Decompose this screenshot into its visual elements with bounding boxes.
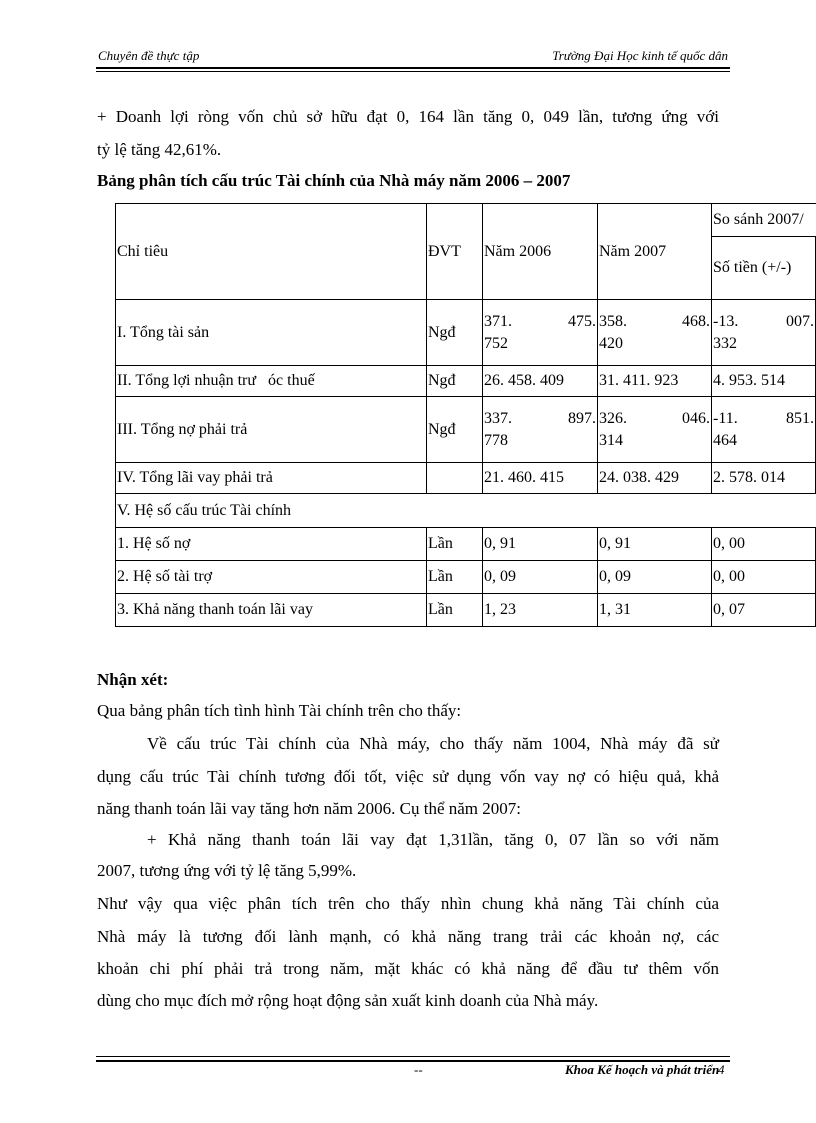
value-part: 326. xyxy=(599,409,627,427)
row-unit: Ngđ xyxy=(427,397,483,463)
row-unit: Ngđ xyxy=(427,366,483,397)
row-section: V. Hệ số cấu trúc Tài chính xyxy=(116,494,816,528)
row-2007: 0, 91 xyxy=(598,528,712,561)
value-part: 851. xyxy=(786,409,814,427)
header-left: Chuyên đề thực tập xyxy=(98,48,200,63)
page-number: 4 xyxy=(718,1062,725,1077)
value-part: -11. xyxy=(713,409,738,427)
value-part: 778 xyxy=(484,431,508,449)
table-title: Bảng phân tích cấu trúc Tài chính của Nhà máy năm 2006 – 2007 xyxy=(97,171,571,190)
header-compare: So sánh 2007/ xyxy=(712,204,816,237)
row-diff xyxy=(712,300,816,366)
financial-structure-table xyxy=(115,203,816,627)
comment-paragraph-3-line-1: + Khả năng thanh toán lãi vay đạt 1,31lần, tăng 0, 07 lần so với năm xyxy=(147,830,719,849)
row-name: 3. Khả năng thanh toán lãi vay xyxy=(116,594,427,627)
header-rule xyxy=(96,67,730,69)
intro-line-2: tỷ lệ tăng 42,61%. xyxy=(97,140,222,159)
row-unit: Lần xyxy=(427,561,483,594)
value-part: 420 xyxy=(599,334,623,352)
header-rule-thin xyxy=(96,71,730,72)
footer-rule-thin xyxy=(96,1056,730,1057)
row-name: IV. Tổng lãi vay phải trả xyxy=(116,463,427,494)
table-row xyxy=(116,594,816,627)
table-row xyxy=(116,561,816,594)
row-2006 xyxy=(483,300,598,366)
row-name: 1. Hệ số nợ xyxy=(116,528,427,561)
table-row xyxy=(116,397,816,463)
row-2006: 0, 91 xyxy=(483,528,598,561)
header-2007: Năm 2007 xyxy=(598,204,712,300)
value-part: 337. xyxy=(484,409,512,427)
row-2007: 1, 31 xyxy=(598,594,712,627)
value-part: 314 xyxy=(599,431,623,449)
footer-dash: -- xyxy=(414,1062,423,1077)
row-name: III. Tổng nợ phải trả xyxy=(116,397,427,463)
row-2006: 21. 460. 415 xyxy=(483,463,598,494)
row-diff: 4. 953. 514 xyxy=(712,366,816,397)
row-2006: 0, 09 xyxy=(483,561,598,594)
value-part: 358. xyxy=(599,312,627,330)
value-part: -13. xyxy=(713,312,739,330)
row-diff: 2. 578. 014 xyxy=(712,463,816,494)
row-2007: 24. 038. 429 xyxy=(598,463,712,494)
value-part: 475. xyxy=(568,312,596,330)
table-row xyxy=(116,366,816,397)
row-name: I. Tổng tài sản xyxy=(116,300,427,366)
header-amount: Số tiền (+/-) xyxy=(712,237,816,300)
row-2006 xyxy=(483,397,598,463)
value-part: 371. xyxy=(484,312,512,330)
row-diff: 0, 00 xyxy=(712,561,816,594)
comment-heading: Nhận xét: xyxy=(97,670,169,689)
row-diff: 0, 00 xyxy=(712,528,816,561)
row-name: II. Tổng lợi nhuận trư óc thuế xyxy=(116,366,427,397)
row-2006: 1, 23 xyxy=(483,594,598,627)
row-unit xyxy=(427,463,483,494)
row-unit: Lần xyxy=(427,594,483,627)
intro-line-1: + Doanh lợi ròng vốn chủ sở hữu đạt 0, 164 lần tăng 0, 049 lần, tương ứng với xyxy=(97,107,719,126)
value-part: 046. xyxy=(682,409,710,427)
value-part: 468. xyxy=(682,312,710,330)
row-diff xyxy=(712,397,816,463)
table-row xyxy=(116,300,816,366)
comment-paragraph-2-line-2: dụng cấu trúc Tài chính tương đối tốt, việc sử dụng vốn vay nợ có hiệu quả, khả xyxy=(97,767,719,786)
value-part: 752 xyxy=(484,334,508,352)
comment-paragraph-4-line-2: Nhà máy là tương đối lành mạnh, có khả năng trang trải các khoản nợ, các xyxy=(97,927,719,946)
table-row xyxy=(116,463,816,494)
header-2006: Năm 2006 xyxy=(483,204,598,300)
row-2006: 26. 458. 409 xyxy=(483,366,598,397)
row-unit: Ngđ xyxy=(427,300,483,366)
comment-paragraph-3-line-2: 2007, tương ứng với tỷ lệ tăng 5,99%. xyxy=(97,861,357,880)
row-2007 xyxy=(598,300,712,366)
comment-paragraph-2-line-1: Về cấu trúc Tài chính của Nhà máy, cho thấy năm 1004, Nhà máy đã sử xyxy=(147,734,719,753)
row-2007: 0, 09 xyxy=(598,561,712,594)
row-2007 xyxy=(598,397,712,463)
comment-paragraph-2-line-3: năng thanh toán lãi vay tăng hơn năm 2006. Cụ thể năm 2007: xyxy=(97,799,521,818)
row-unit: Lần xyxy=(427,528,483,561)
header-right: Trường Đại Học kinh tế quốc dân xyxy=(552,48,728,63)
header-unit: ĐVT xyxy=(427,204,483,300)
comment-paragraph-4-line-1: Như vậy qua việc phân tích trên cho thấy nhìn chung khả năng Tài chính của xyxy=(97,894,719,913)
table-row xyxy=(116,528,816,561)
comment-paragraph-1: Qua bảng phân tích tình hình Tài chính trên cho thấy: xyxy=(97,701,462,720)
comment-paragraph-4-line-4: dùng cho mục đích mở rộng hoạt động sản xuất kinh doanh của Nhà máy. xyxy=(97,991,599,1010)
footer-right: Khoa Kế hoạch và phát triển xyxy=(565,1062,720,1077)
value-part: 007. xyxy=(786,312,814,330)
row-diff: 0, 07 xyxy=(712,594,816,627)
row-name: 2. Hệ số tài trợ xyxy=(116,561,427,594)
value-part: 464 xyxy=(713,431,737,449)
value-part: 897. xyxy=(568,409,596,427)
header-indicator: Chỉ tiêu xyxy=(116,204,427,300)
table-row xyxy=(116,494,816,528)
value-part: 332 xyxy=(713,334,737,352)
row-2007: 31. 411. 923 xyxy=(598,366,712,397)
comment-paragraph-4-line-3: khoản chi phí phải trả trong năm, mặt khác có khả năng để đầu tư thêm vốn xyxy=(97,959,719,978)
